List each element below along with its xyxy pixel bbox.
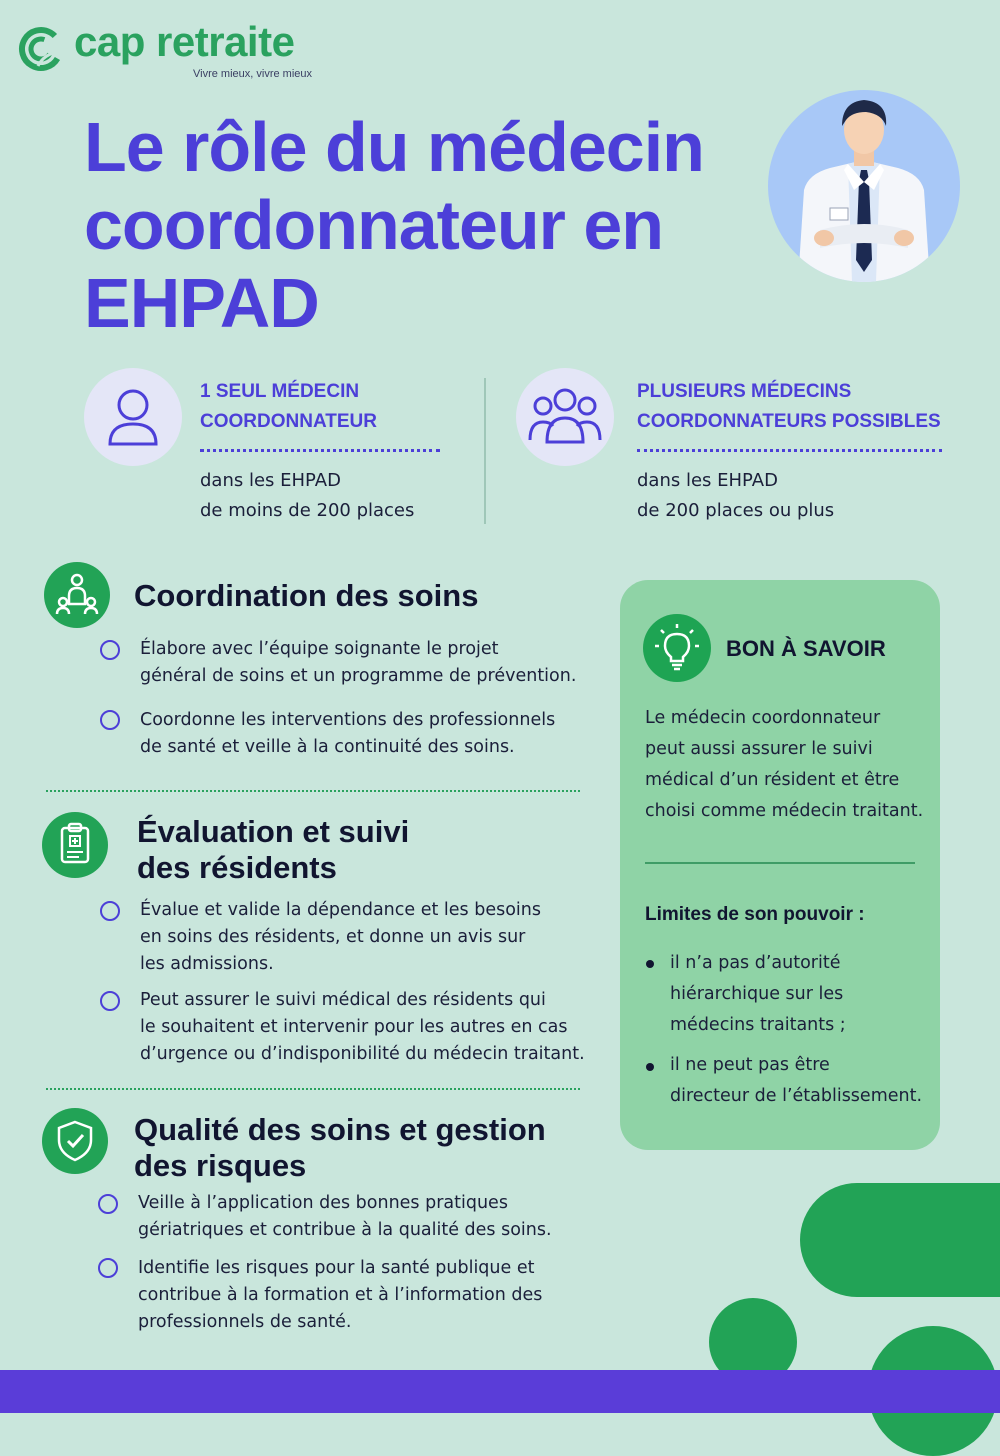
- brand-name: cap retraite: [74, 18, 295, 65]
- section-quality-bullet-1: Veille à l’application des bonnes pratiques gériatriques et contribue à la qualité des soins.: [138, 1193, 552, 1240]
- section-evaluation-icon-circle: [42, 812, 108, 878]
- title-line-1: Le rôle du médecin: [84, 108, 704, 186]
- stats-divider: [484, 378, 486, 524]
- title-line-3: EHPAD: [84, 264, 319, 342]
- good-to-know-title: BON À SAVOIR: [726, 636, 886, 661]
- care-coordination-icon: [44, 562, 110, 628]
- limit-item-1: il n’a pas d’autorité hiérarchique sur les médecins traitants ;: [670, 953, 846, 1035]
- cap-retraite-logo-icon: [18, 26, 64, 72]
- section-coordination-bullet-2: Coordonne les interventions des professionnels de santé et veille à la continuité des soins.: [140, 710, 556, 757]
- stat-multiple-icon-circle: [516, 368, 614, 466]
- doctor-illustration: [768, 90, 960, 282]
- section-quality-title: Qualité des soins et gestion des risques: [134, 1112, 546, 1183]
- bullet-marker: [100, 901, 120, 921]
- section-coordination-bullet-1: Élabore avec l’équipe soignante le projet général de soins et un programme de prévention.: [140, 639, 577, 686]
- good-to-know-icon-circle: [643, 614, 711, 682]
- stat-single-title: 1 SEUL MÉDECIN COORDONNATEUR: [200, 381, 377, 432]
- group-people-icon: [516, 368, 614, 466]
- section-quality-bullet-2: Identifie les risques pour la santé publique et contribue à la formation et à l’information des professionnels de santé.: [138, 1258, 543, 1332]
- stat-multiple-divider: [637, 449, 942, 452]
- clipboard-medical-icon: [42, 812, 108, 878]
- section-coordination-icon-circle: [44, 562, 110, 628]
- good-to-know-text: Le médecin coordonnateur peut aussi assurer le suivi médical d’un résident et être choisi comme médecin traitant.: [645, 708, 924, 821]
- section-evaluation-bullet-2: Peut assurer le suivi médical des résidents qui le souhaitent et intervenir pour les autres en cas d’urgence ou d’indisponibilité du médecin traitant.: [140, 990, 585, 1064]
- good-to-know-divider: [645, 862, 915, 864]
- bullet-marker: [98, 1194, 118, 1214]
- doctor-icon: [768, 90, 960, 282]
- bullet-marker: [100, 640, 120, 660]
- decorative-pill-shape: [800, 1183, 1000, 1297]
- section-evaluation-bullet-1: Évalue et valide la dépendance et les besoins en soins des résidents, et donne un avis sur les admissions.: [140, 900, 541, 974]
- limit-item-2: il ne peut pas être directeur de l’établissement.: [670, 1055, 923, 1106]
- section-evaluation-title: Évaluation et suivi des résidents: [137, 814, 410, 885]
- brand-logo: [18, 18, 338, 84]
- stat-single-icon-circle: [84, 368, 182, 466]
- limit-bullet-dot: [646, 1063, 654, 1071]
- title-line-2: coordonnateur en: [84, 186, 664, 264]
- section-separator: [46, 790, 580, 792]
- lightbulb-icon: [643, 614, 711, 682]
- stat-single-description: dans les EHPAD de moins de 200 places: [200, 470, 415, 521]
- limits-title: Limites de son pouvoir :: [645, 904, 865, 925]
- stat-multiple-description: dans les EHPAD de 200 places ou plus: [637, 470, 835, 521]
- section-coordination-title: Coordination des soins: [134, 578, 479, 613]
- page-title: [84, 108, 764, 342]
- bullet-marker: [98, 1258, 118, 1278]
- section-quality-icon-circle: [42, 1108, 108, 1174]
- section-separator: [46, 1088, 580, 1090]
- single-person-icon: [84, 368, 182, 466]
- bullet-marker: [100, 991, 120, 1011]
- bullet-marker: [100, 710, 120, 730]
- stat-single-divider: [200, 449, 440, 452]
- brand-tagline: Vivre mieux, vivre mieux: [193, 68, 312, 80]
- stat-multiple-title: PLUSIEURS MÉDECINS COORDONNATEURS POSSIBLES: [637, 381, 941, 432]
- footer-bar: [0, 1370, 1000, 1413]
- limit-bullet-dot: [646, 960, 654, 968]
- shield-check-icon: [42, 1108, 108, 1174]
